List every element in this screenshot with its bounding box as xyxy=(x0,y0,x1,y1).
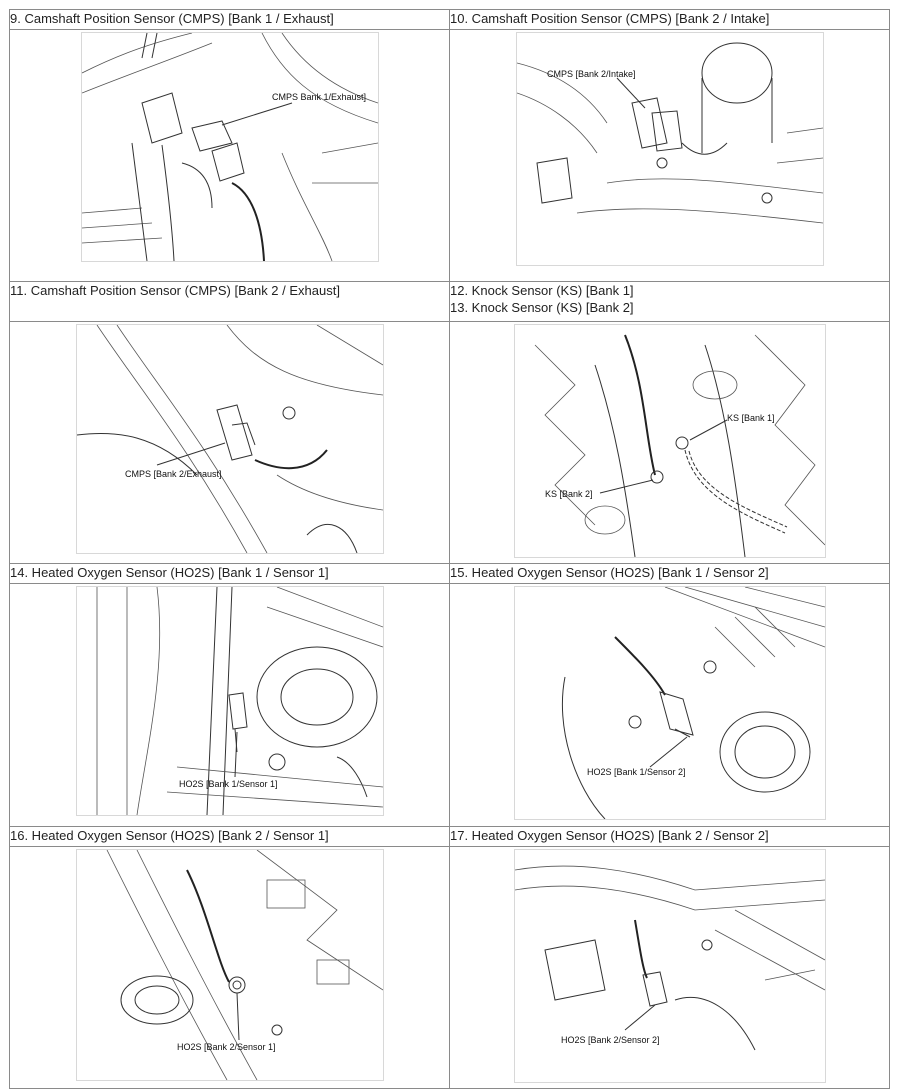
figure-caption-17: 17. Heated Oxygen Sensor (HO2S) [Bank 2 / Sensor 2] xyxy=(450,827,890,847)
ho2s-bank2-sensor1-label: HO2S [Bank 2/Sensor 1] xyxy=(176,1042,276,1052)
figure-cell-11 xyxy=(10,322,450,564)
ho2s-bank2-sensor2-illustration xyxy=(514,849,826,1083)
knock-sensor-illustration xyxy=(514,324,826,558)
figure-caption-12: 12. Knock Sensor (KS) [Bank 1] xyxy=(450,283,634,298)
ks-bank2-label: KS [Bank 2] xyxy=(544,489,593,499)
figure-caption-11: 11. Camshaft Position Sensor (CMPS) [Bank 2 / Exhaust] xyxy=(10,282,450,322)
figure-caption-16: 16. Heated Oxygen Sensor (HO2S) [Bank 2 / Sensor 1] xyxy=(10,827,450,847)
ho2s-bank2-sensor1-illustration xyxy=(76,849,384,1081)
figure-cell-16 xyxy=(10,847,450,1089)
cmps-bank2-exhaust-label: CMPS [Bank 2/Exhaust] xyxy=(124,469,222,479)
ks-bank1-label: KS [Bank 1] xyxy=(726,413,775,423)
figure-caption-14: 14. Heated Oxygen Sensor (HO2S) [Bank 1 / Sensor 1] xyxy=(10,564,450,584)
cmps-bank2-exhaust-illustration xyxy=(76,324,384,554)
figure-caption-9: 9. Camshaft Position Sensor (CMPS) [Bank 1 / Exhaust] xyxy=(10,10,450,30)
figure-cell-9 xyxy=(10,30,450,282)
cmps-bank2-intake-illustration xyxy=(516,32,824,266)
ho2s-bank2-sensor2-label: HO2S [Bank 2/Sensor 2] xyxy=(560,1035,660,1045)
cmps-bank1-exhaust-label: CMPS Bank 1/Exhaust] xyxy=(271,92,366,102)
figure-caption-15: 15. Heated Oxygen Sensor (HO2S) [Bank 1 / Sensor 2] xyxy=(450,564,890,584)
figure-caption-10: 10. Camshaft Position Sensor (CMPS) [Bank 2 / Intake] xyxy=(450,10,890,30)
sensor-figure-table xyxy=(9,9,890,1089)
cmps-bank1-exhaust-illustration xyxy=(81,32,379,262)
figure-cell-17 xyxy=(450,847,890,1089)
ho2s-bank1-sensor2-illustration xyxy=(514,586,826,820)
ho2s-bank1-sensor1-illustration xyxy=(76,586,384,816)
cmps-bank2-intake-label: CMPS [Bank 2/Intake] xyxy=(546,69,636,79)
ho2s-bank1-sensor2-label: HO2S [Bank 1/Sensor 2] xyxy=(586,767,686,777)
figure-caption-12-13 xyxy=(450,282,890,322)
figure-caption-13: 13. Knock Sensor (KS) [Bank 2] xyxy=(450,300,634,315)
figure-cell-14 xyxy=(10,584,450,827)
figure-cell-12-13 xyxy=(450,322,890,564)
ho2s-bank1-sensor1-label: HO2S [Bank 1/Sensor 1] xyxy=(178,779,278,789)
figure-cell-15 xyxy=(450,584,890,827)
figure-cell-10 xyxy=(450,30,890,282)
